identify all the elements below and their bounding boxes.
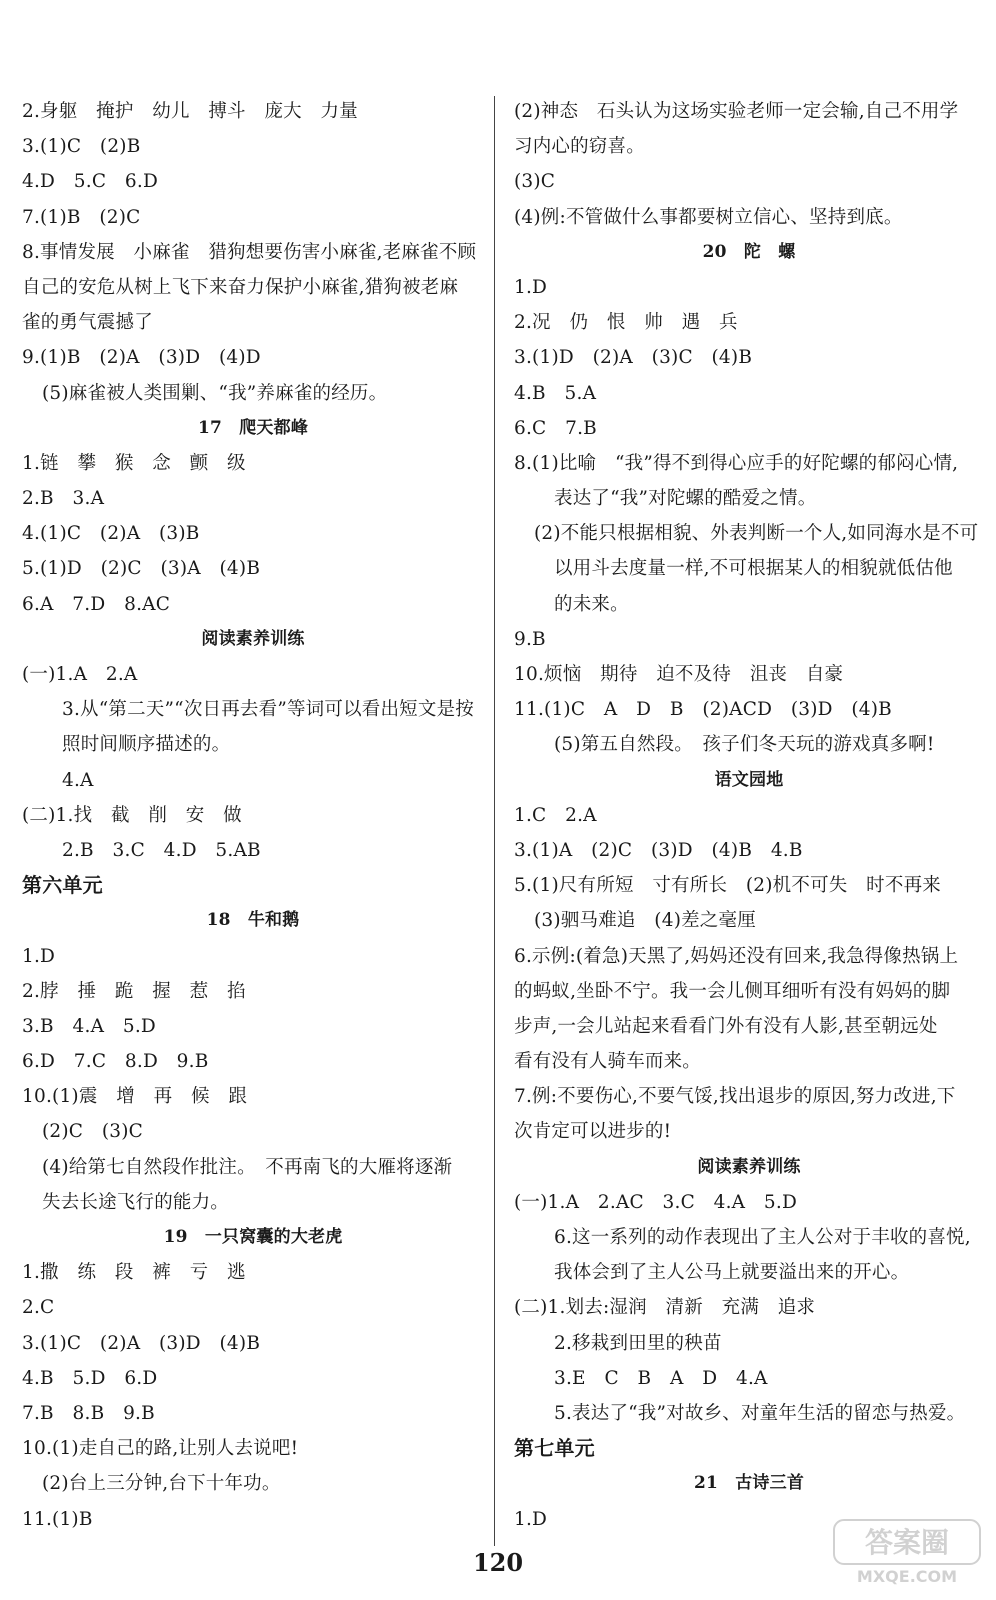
answer-line: 4.B 5.D 6.D <box>22 1367 158 1389</box>
answer-line: (2)台上三分钟,台下十年功。 <box>42 1473 281 1495</box>
answer-line: 3.(1)A (2)C (3)D (4)B 4.B <box>514 839 803 861</box>
answer-line: 7.例:不要伤心,不要气馁,找出退步的原因,努力改进,下 <box>514 1086 956 1108</box>
answer-line: 6.这一系列的动作表现出了主人公对于丰收的喜悦, <box>554 1227 971 1248</box>
answer-line: 10.(1)震 增 再 候 跟 <box>22 1086 248 1108</box>
answer-line: 3.从“第二天”“次日再去看”等词可以看出短文是按 <box>62 699 474 721</box>
answer-line: 的未来。 <box>554 593 629 615</box>
answer-line: 3.(1)D (2)A (3)C (4)B <box>514 347 753 369</box>
answer-line: 1.D <box>22 945 56 967</box>
answer-line: 2.B 3.A <box>22 488 105 510</box>
column-divider <box>494 96 495 1546</box>
section-title: 20 陀 螺 <box>702 241 796 262</box>
answer-line: 6.D 7.C 8.D 9.B <box>22 1051 209 1073</box>
answer-line: 8.(1)比喻 “我”得不到得心应手的好陀螺的郁闷心情, <box>514 452 959 474</box>
unit-heading: 第六单元 <box>22 873 103 898</box>
watermark-url: MXQE.COM <box>856 1567 958 1586</box>
answer-line: 9.B <box>514 628 546 650</box>
answer-line: 雀的勇气震撼了 <box>22 312 153 334</box>
right-column <box>514 94 984 1537</box>
answer-line: 2.B 3.C 4.D 5.AB <box>62 839 261 861</box>
section-title: 阅读素养训练 <box>201 628 305 649</box>
answer-line: 10.烦恼 期待 迫不及待 沮丧 自豪 <box>514 664 844 685</box>
answer-line: 4.(1)C (2)A (3)B <box>22 523 200 545</box>
answer-line: 3.(1)C (2)A (3)D (4)B <box>22 1332 261 1354</box>
answer-line: 3.B 4.A 5.D <box>22 1015 156 1037</box>
watermark-svg <box>832 1518 982 1586</box>
answer-line: 6.C 7.B <box>514 417 597 439</box>
answer-line: 5.(1)D (2)C (3)A (4)B <box>22 558 261 580</box>
answer-line: 9.(1)B (2)A (3)D (4)D <box>22 347 261 369</box>
answer-line: 失去长途飞行的能力。 <box>42 1191 230 1213</box>
answer-line: (4)给第七自然段作批注。 不再南飞的大雁将逐渐 <box>42 1156 453 1178</box>
answer-line: (2)不能只根据相貌、外表判断一个人,如同海水是不可 <box>534 523 979 545</box>
answer-line: 10.(1)走自己的路,让别人去说吧! <box>22 1438 299 1460</box>
answer-line: 6.A 7.D 8.AC <box>22 593 171 615</box>
answer-line: 2.身躯 掩护 幼儿 搏斗 庞大 力量 <box>22 101 358 122</box>
answer-line: 7.B 8.B 9.B <box>22 1402 155 1424</box>
answer-line: 6.示例:(着急)天黑了,妈妈还没有回来,我急得像热锅上 <box>514 945 959 967</box>
answer-line: 2.况 仍 恨 帅 遇 兵 <box>514 312 738 334</box>
answer-line: 5.(1)尺有所短 寸有所长 (2)机不可失 时不再来 <box>514 875 941 897</box>
answer-line: 3.E C B A D 4.A <box>554 1367 768 1389</box>
answer-line: (5)麻雀被人类围剿、“我”养麻雀的经历。 <box>42 382 388 404</box>
answer-line: (2)神态 石头认为这场实验老师一定会输,自己不用学 <box>514 101 959 122</box>
section-title: 19 一只窝囊的大老虎 <box>163 1227 343 1247</box>
answer-line: 1.D <box>514 1508 548 1530</box>
answer-line: 7.(1)B (2)C <box>22 206 141 228</box>
answer-line: (一)1.A 2.AC 3.C 4.A 5.D <box>514 1191 798 1213</box>
watermark-text: 答案圈 <box>864 1526 950 1559</box>
answer-line: 习内心的窃喜。 <box>514 136 645 158</box>
section-title: 17 爬天都峰 <box>197 417 309 438</box>
answer-line: (二)1.找 截 削 安 做 <box>22 804 242 826</box>
answer-line: 2.C <box>22 1297 55 1319</box>
answer-line: 自己的安危从树上飞下来奋力保护小麻雀,猎狗被老麻 <box>22 276 459 298</box>
answer-line: 1.C 2.A <box>514 804 597 826</box>
answer-line: 次肯定可以进步的! <box>514 1121 672 1143</box>
section-title: 21 古诗三首 <box>693 1473 805 1494</box>
answer-line: (3)驷马难追 (4)差之毫厘 <box>534 910 756 932</box>
answer-line: 4.D 5.C 6.D <box>22 171 158 193</box>
left-column <box>22 94 484 1537</box>
answer-line: 的蚂蚁,坐卧不宁。我一会儿侧耳细听有没有妈妈的脚 <box>514 980 951 1002</box>
answer-line: 2.脖 捶 跪 握 惹 掐 <box>22 980 246 1002</box>
answer-line: 3.(1)C (2)B <box>22 136 141 158</box>
answer-line: 1.D <box>514 276 548 298</box>
answer-line: (二)1.划去:湿润 清新 充满 追求 <box>514 1297 816 1319</box>
answer-line: 步声,一会儿站起来看看门外有没有人影,甚至朝远处 <box>514 1015 938 1037</box>
unit-heading: 第七单元 <box>514 1436 595 1461</box>
page-number: 120 <box>472 1548 524 1577</box>
answer-line: 8.事情发展 小麻雀 猎狗想要伤害小麻雀,老麻雀不顾 <box>22 241 477 263</box>
section-title: 阅读素养训练 <box>697 1156 801 1177</box>
answer-line: 2.移栽到田里的秧苗 <box>554 1332 722 1354</box>
watermark-logo <box>832 1518 982 1586</box>
answer-line: 照时间顺序描述的。 <box>62 734 231 756</box>
answer-line: (5)第五自然段。 孩子们冬天玩的游戏真多啊! <box>554 734 935 756</box>
answer-line: 5.表达了“我”对故乡、对童年生活的留恋与热爱。 <box>554 1402 966 1424</box>
answer-line: 11.(1)B <box>22 1508 93 1530</box>
section-title: 语文园地 <box>714 769 784 790</box>
answer-line: (2)C (3)C <box>42 1121 144 1143</box>
section-title: 18 牛和鹅 <box>206 910 300 931</box>
answer-line: 1.撒 练 段 裤 亏 逃 <box>22 1262 246 1284</box>
answer-line: 4.B 5.A <box>514 382 597 404</box>
answer-line: (一)1.A 2.A <box>22 664 138 685</box>
answer-line: 我体会到了主人公马上就要溢出来的开心。 <box>554 1262 910 1284</box>
answer-line: 表达了“我”对陀螺的酷爱之情。 <box>554 488 817 510</box>
answer-line: 1.链 攀 猴 念 颤 级 <box>22 452 246 474</box>
answer-line: 4.A <box>62 769 94 791</box>
answer-line: 看有没有人骑车而来。 <box>514 1051 702 1073</box>
answer-line: 以用斗去度量一样,不可根据某人的相貌就低估他 <box>554 558 953 580</box>
answer-line: 11.(1)C A D B (2)ACD (3)D (4)B <box>514 699 892 721</box>
answer-line: (3)C <box>514 171 556 193</box>
answer-line: (4)例:不管做什么事都要树立信心、坚持到底。 <box>514 206 903 228</box>
